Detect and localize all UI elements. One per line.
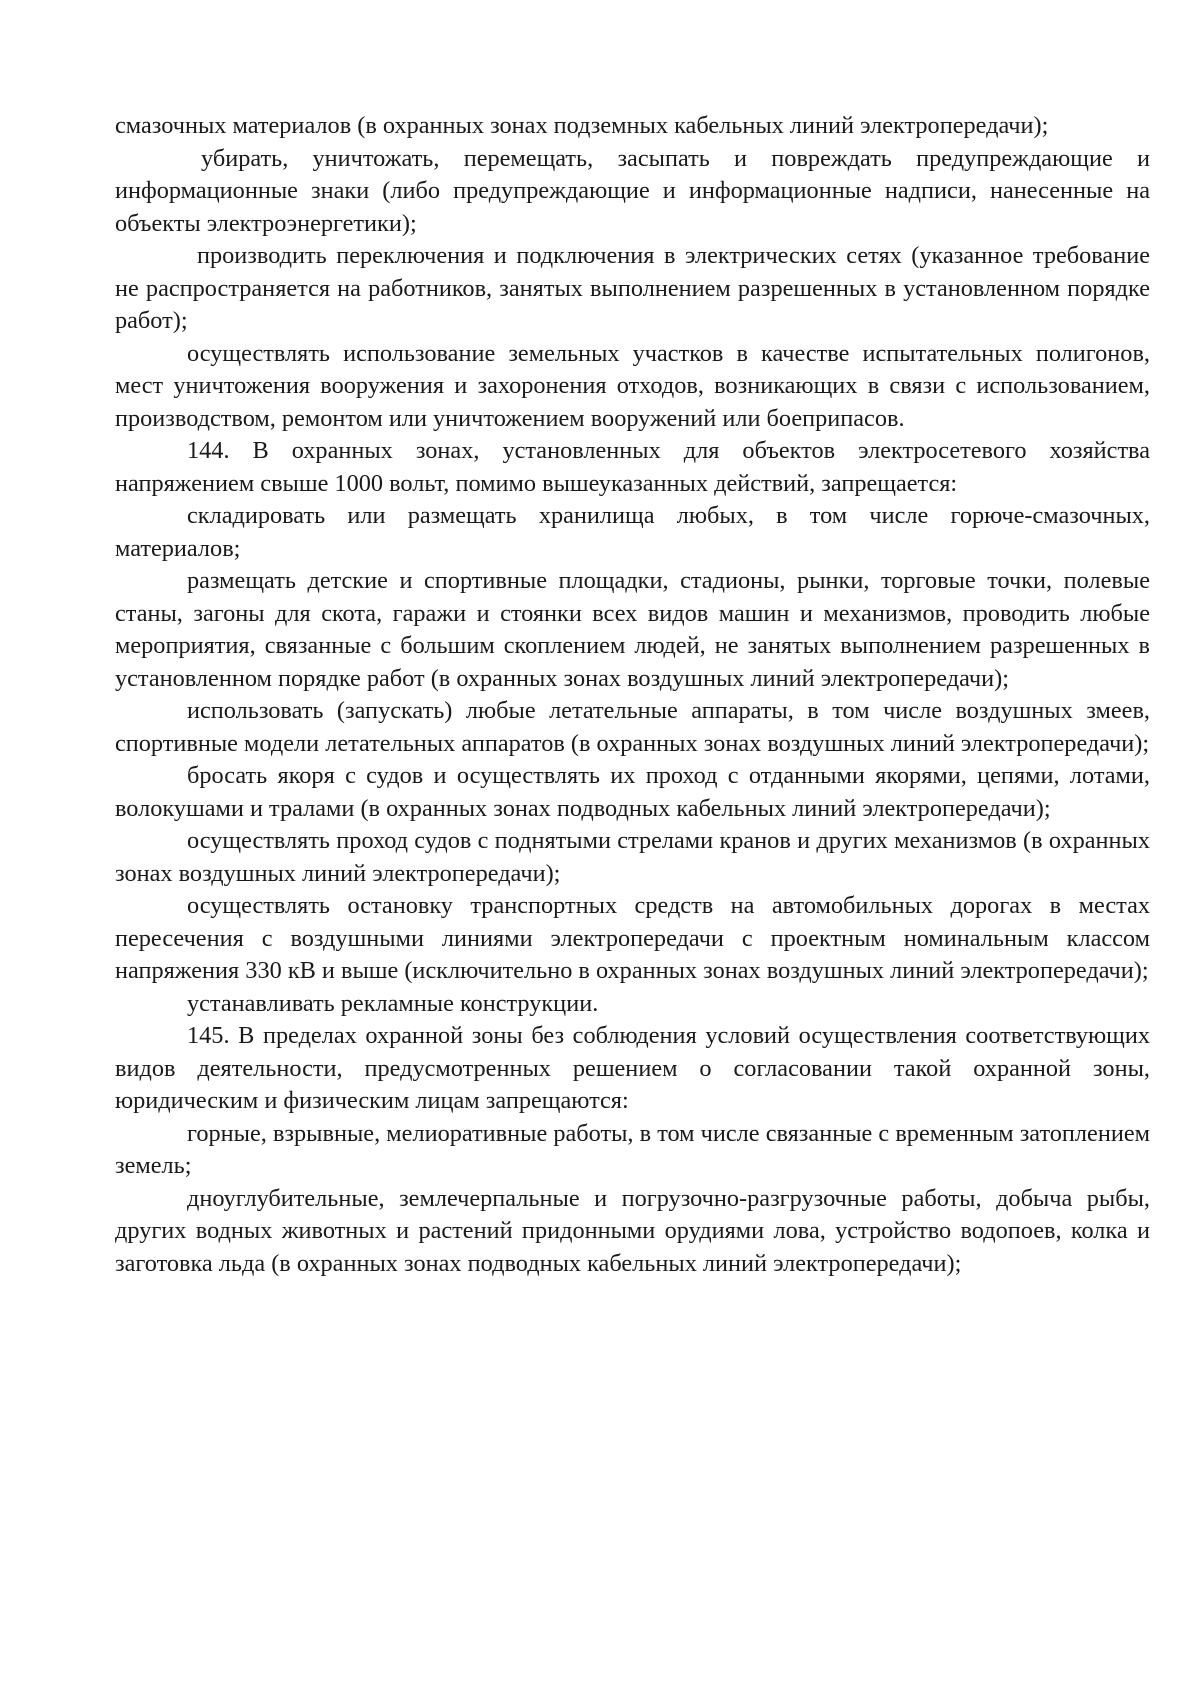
paragraph-mining: горные, взрывные, мелиоративные работы, в том числе связанные с временным затоплением земель; xyxy=(115,1119,1150,1179)
paragraph-signs: убирать, уничтожать, перемещать, засыпать и повреждать предупреждающие и информационные знаки (либо предупреждающие и информационные надписи, нанесенные на объекты электроэнергетики); xyxy=(115,144,1150,237)
paragraph-lubricants-continuation: смазочных материалов (в охранных зонах подземных кабельных линий электропередачи); xyxy=(115,112,1049,139)
paragraph-anchors: бросать якоря с судов и осуществлять их проход с отданными якорями, цепями, лотами, волокушами и тралами (в охранных зонах подводных кабельных линий электропередачи); xyxy=(115,762,1150,822)
paragraph-section-144: 144. В охранных зонах, установленных для объектов электросетевого хозяйства напряжением свыше 1000 вольт, помимо вышеуказанных действий, запрещается: xyxy=(115,437,1150,497)
paragraph-ship-passage: осуществлять проход судов с поднятыми стрелами кранов и других механизмов (в охранных зонах воздушных линий электропередачи); xyxy=(115,827,1150,887)
paragraph-dredging: дноуглубительные, землечерпальные и погрузочно-разгрузочные работы, добыча рыбы, других водных животных и растений придонными орудиями лова, устройство водопоев, колка и заготовка льда (в охранных зонах подводных кабельных линий электропередачи); xyxy=(115,1184,1150,1277)
paragraph-switching: производить переключения и подключения в электрических сетях (указанное требование не распространяется на работников, занятых выполнением разрешенных в установленном порядке работ); xyxy=(115,242,1150,334)
paragraph-aircraft: использовать (запускать) любые летательные аппараты, в том числе воздушных змеев, спортивные модели летательных аппаратов (в охранных зонах воздушных линий электропередачи); xyxy=(115,697,1150,757)
paragraph-storage: складировать или размещать хранилища любых, в том числе горюче-смазочных, материалов; xyxy=(115,502,1150,562)
document-page xyxy=(115,110,1150,1280)
paragraph-advertising: устанавливать рекламные конструкции. xyxy=(187,989,599,1017)
paragraph-section-145: 145. В пределах охранной зоны без соблюдения условий осуществления соответствующих видов деятельности, предусмотренных решением о согласовании такой охранной зоны, юридическим и физическим лицам запрещаются: xyxy=(115,1022,1150,1114)
paragraph-playgrounds: размещать детские и спортивные площадки, стадионы, рынки, торговые точки, полевые станы, загоны для скота, гаражи и стоянки всех видов машин и механизмов, проводить любые мероприятия, связанные с большим скоплением людей, не занятых выполнением разрешенных в установленном порядке работ (в охранных зонах воздушных линий электропередачи); xyxy=(115,567,1150,692)
paragraph-land-use: осуществлять использование земельных участков в качестве испытательных полигонов, мест уничтожения вооружения и захоронения отходов, возникающих в связи с использованием, производством, ремонтом или уничтожением вооружений или боеприпасов. xyxy=(115,339,1150,432)
paragraph-vehicle-stop: осуществлять остановку транспортных средств на автомобильных дорогах в местах пересечения с воздушными линиями электропередачи с проектным номинальным классом напряжения 330 кВ и выше (исключительно в охранных зонах воздушных линий электропередачи); xyxy=(115,892,1150,984)
